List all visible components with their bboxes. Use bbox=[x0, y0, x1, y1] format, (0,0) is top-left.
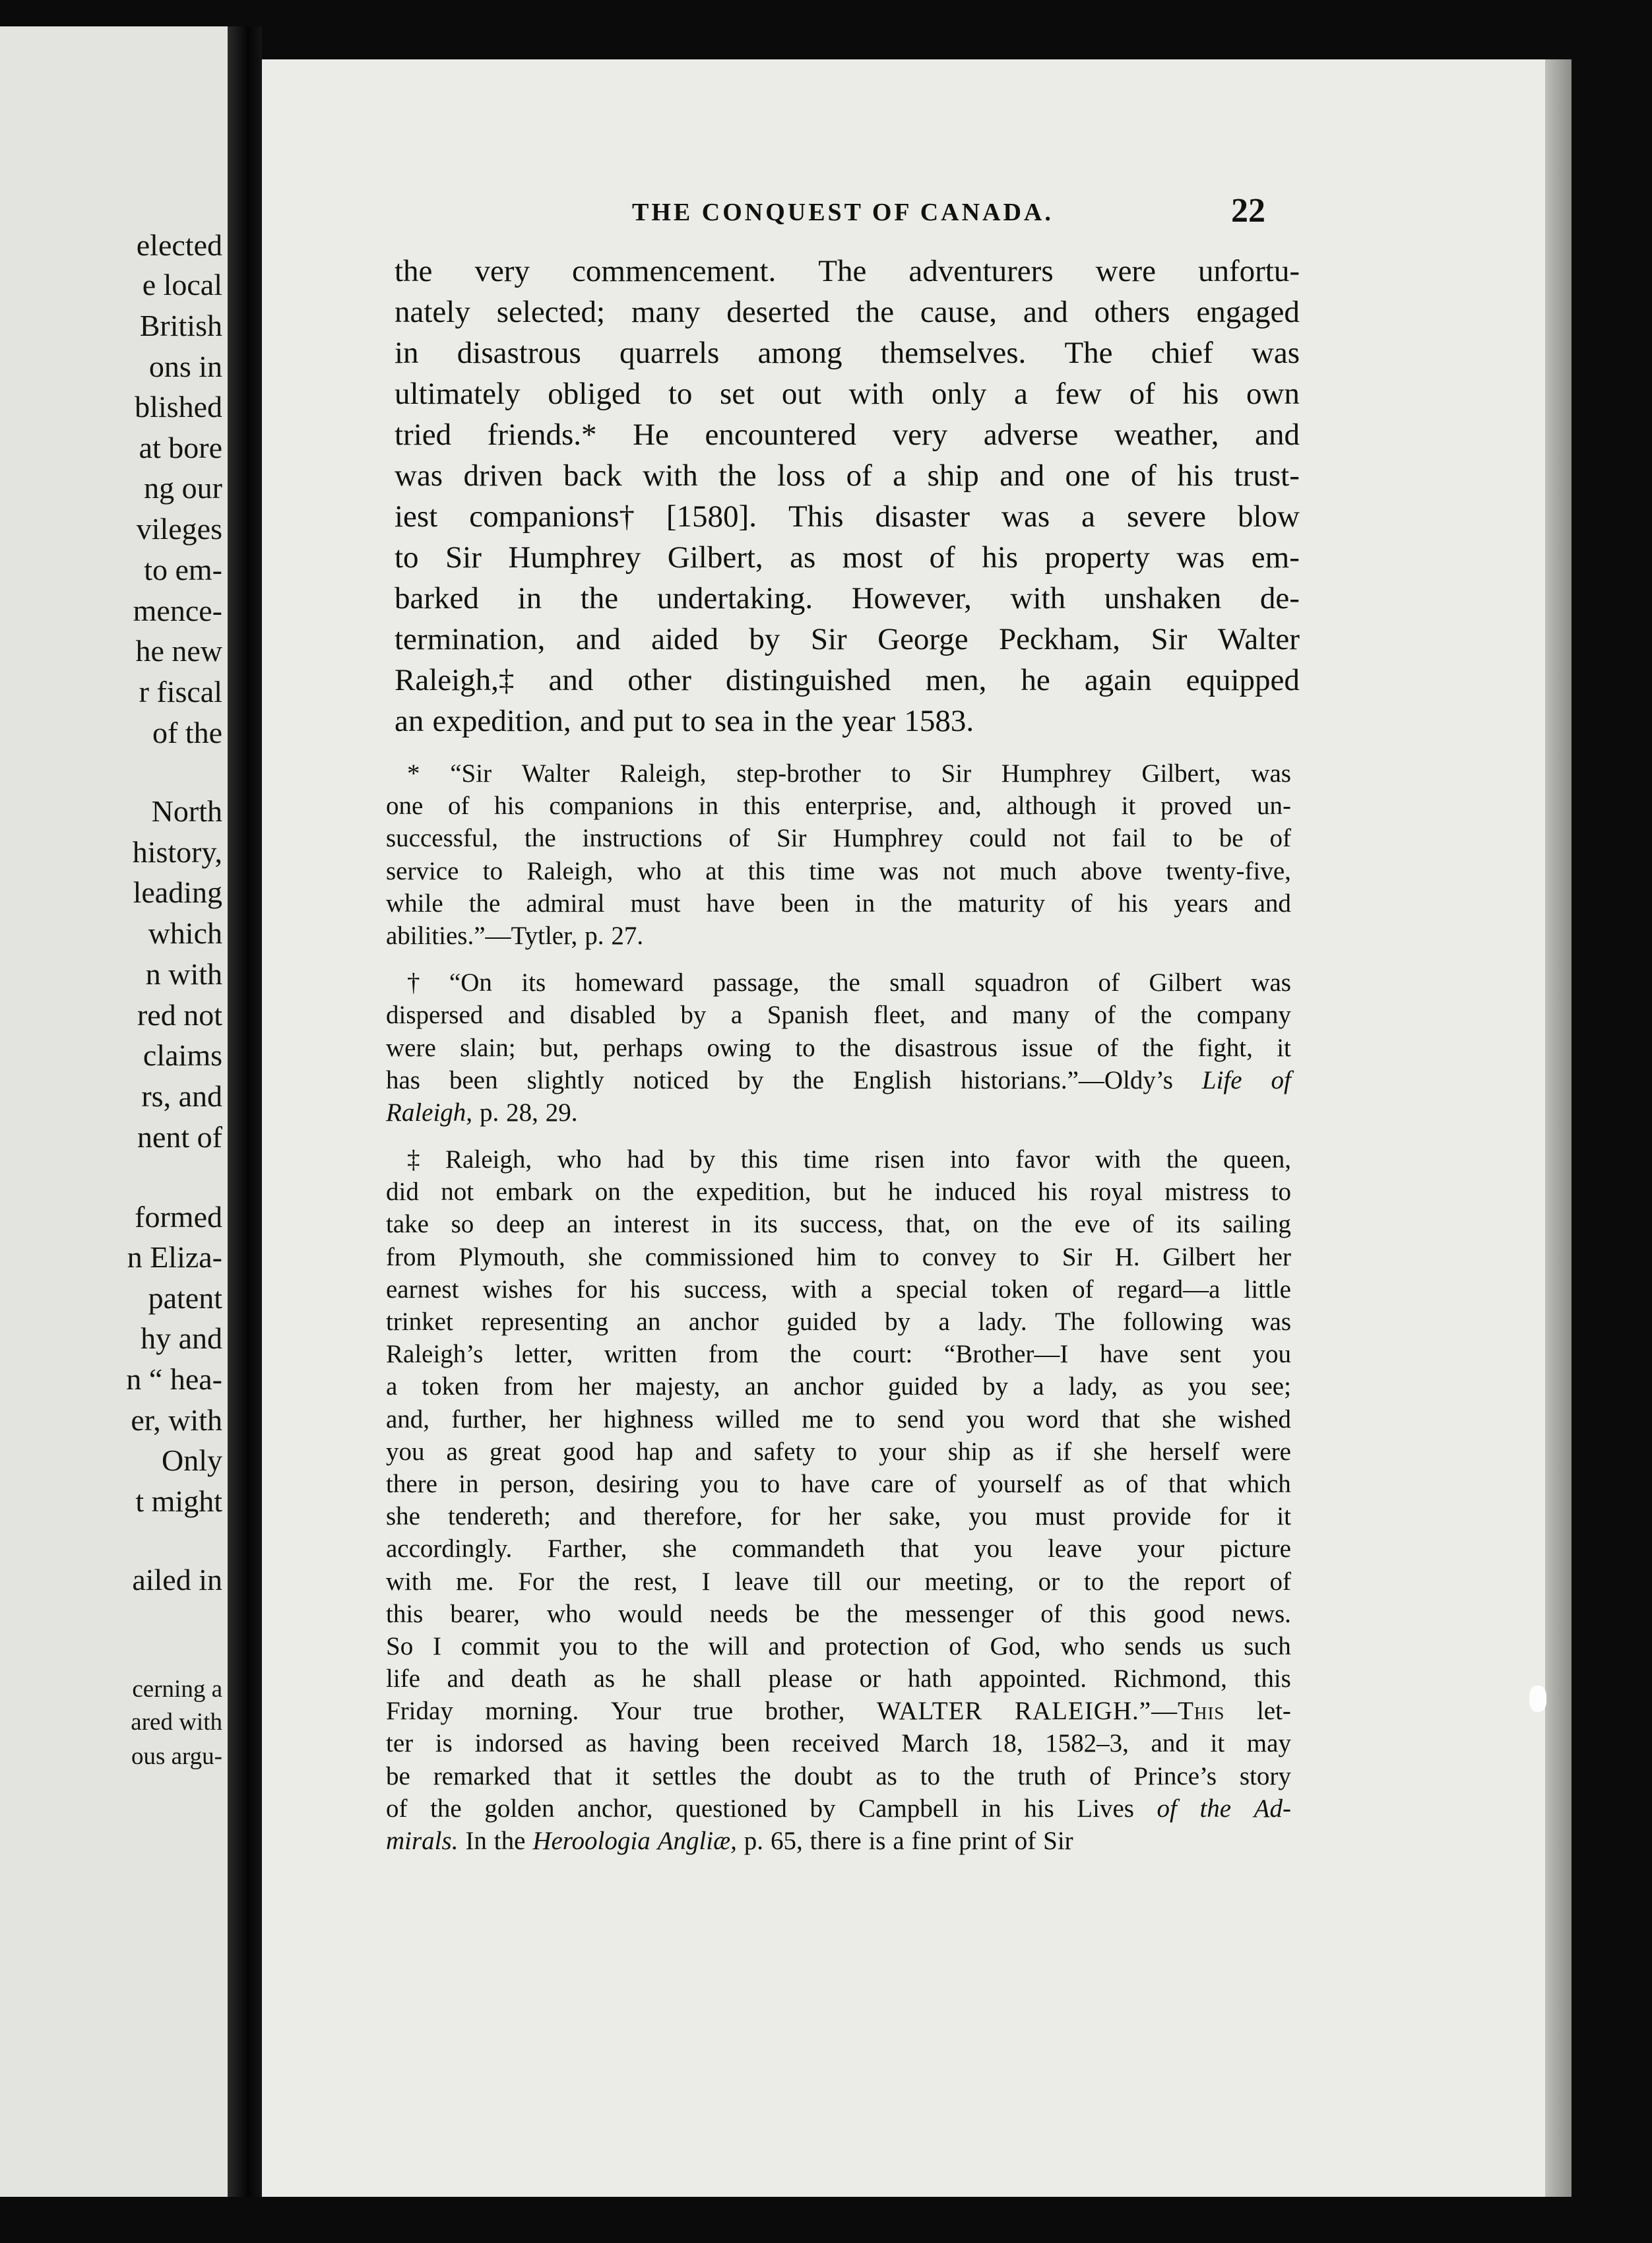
footnote-line: with me. For the rest, I leave till our meeting, or to the report of bbox=[386, 1567, 1291, 1596]
facing-page-line: he new bbox=[135, 634, 222, 668]
text-line: nately selected; many deserted the cause, and others engaged bbox=[395, 295, 1300, 329]
page-header bbox=[632, 192, 1265, 237]
facing-page-line: ng our bbox=[144, 471, 222, 505]
footnote-line: Raleigh, p. 28, 29. bbox=[386, 1098, 578, 1127]
facing-page-line: formed bbox=[135, 1200, 222, 1234]
footnote-line: and, further, her highness willed me to send you word that she wished bbox=[386, 1405, 1291, 1434]
text-line: in disastrous quarrels among themselves. The chief was bbox=[395, 336, 1300, 370]
text-line: barked in the undertaking. However, with unshaken de- bbox=[395, 581, 1300, 616]
facing-page-line: red not bbox=[137, 998, 222, 1032]
footnote-line: mirals. In the Heroologia Angliæ, p. 65, there is a fine print of Sir bbox=[386, 1827, 1073, 1855]
facing-page-line: nent of bbox=[137, 1120, 222, 1154]
facing-page-line: at bore bbox=[139, 431, 222, 464]
text-line: the very commencement. The adventurers were unfortu- bbox=[395, 254, 1300, 288]
footnote-line: abilities.”—Tytler, p. 27. bbox=[386, 921, 644, 950]
footnote-line: accordingly. Farther, she commandeth that you leave your picture bbox=[386, 1534, 1291, 1564]
text-line: an expedition, and put to sea in the year 1583. bbox=[395, 704, 974, 738]
facing-page-line: to em- bbox=[144, 553, 222, 586]
facing-page-line: er, with bbox=[131, 1403, 222, 1437]
facing-page-line: ailed in bbox=[132, 1563, 222, 1596]
facing-page-line: history, bbox=[132, 835, 222, 869]
facing-page-line: Only bbox=[162, 1443, 222, 1477]
footnote-line: you as great good hap and safety to your ship as if she herself were bbox=[386, 1437, 1291, 1466]
footnote-line: did not embark on the expedition, but he induced his royal mistress to bbox=[386, 1178, 1291, 1207]
footnote-line: of the golden anchor, questioned by Campbell in his Lives of the Ad- bbox=[386, 1794, 1291, 1823]
facing-page-line: British bbox=[139, 309, 222, 342]
book-gutter bbox=[228, 26, 262, 2197]
text-line: was driven back with the loss of a ship and one of his trust- bbox=[395, 458, 1300, 493]
footnote-line: from Plymouth, she commissioned him to convey to Sir H. Gilbert her bbox=[386, 1242, 1291, 1271]
facing-page-line: ons in bbox=[148, 350, 222, 383]
text-line: tried friends.* He encountered very adverse weather, and bbox=[395, 418, 1300, 452]
text-line: iest companions† [1580]. This disaster was a severe blow bbox=[395, 499, 1300, 534]
footnote-line: there in person, desiring you to have care of yourself as of that which bbox=[386, 1469, 1291, 1498]
text-line: termination, and aided by Sir George Peckham, Sir Walter bbox=[395, 622, 1300, 656]
footnote-line: successful, the instructions of Sir Humphrey could not fail to be of bbox=[386, 824, 1291, 853]
facing-page-line: e local bbox=[142, 268, 222, 301]
footnote-line: Raleigh’s letter, written from the court: “Brother—I have sent you bbox=[386, 1340, 1291, 1369]
footnote-line: she tendereth; and therefore, for her sake, you must provide for it bbox=[386, 1502, 1291, 1531]
footnote-line: has been slightly noticed by the English historians.”—Oldy’s Life of bbox=[386, 1065, 1291, 1094]
text-line: Raleigh,‡ and other distinguished men, he again equipped bbox=[395, 663, 1300, 697]
facing-page-line: which bbox=[148, 916, 222, 950]
facing-page-line: n with bbox=[145, 957, 222, 991]
footnote-line: this bearer, who would needs be the messenger of this good news. bbox=[386, 1599, 1291, 1628]
facing-page-line: r fiscal bbox=[139, 675, 222, 709]
footnote-line: ‡ Raleigh, who had by this time risen into favor with the queen, bbox=[407, 1145, 1291, 1174]
facing-page-line: leading bbox=[133, 875, 222, 909]
footnotes bbox=[386, 757, 1291, 1857]
footnote-line: † “On its homeward passage, the small squadron of Gilbert was bbox=[407, 968, 1291, 997]
facing-page-line: ared with bbox=[131, 1709, 222, 1736]
facing-page-left bbox=[0, 26, 228, 2197]
footnote-line: a token from her majesty, an anchor guided by a lady, as you see; bbox=[386, 1372, 1291, 1401]
footnote-line: Friday morning. Your true brother, WALTER RALEIGH.”—This let- bbox=[386, 1697, 1291, 1726]
facing-page-line: t might bbox=[135, 1484, 222, 1518]
facing-page-line: claims bbox=[143, 1038, 222, 1072]
footnote-line: trinket representing an anchor guided by a lady. The following was bbox=[386, 1308, 1291, 1336]
facing-page-line: n “ hea- bbox=[126, 1362, 222, 1396]
facing-page-line: North bbox=[151, 794, 222, 828]
facing-page-line: cerning a bbox=[132, 1676, 222, 1703]
footnote-line: ter is indorsed as having been received March 18, 1582–3, and it may bbox=[386, 1729, 1291, 1758]
footnote-line: service to Raleigh, who at this time was not much above twenty-five, bbox=[386, 856, 1291, 885]
text-line: ultimately obliged to set out with only a few of his own bbox=[395, 377, 1300, 411]
footnote-line: were slain; but, perhaps owing to the disastrous issue of the fight, it bbox=[386, 1033, 1291, 1062]
facing-page-line: blished bbox=[135, 390, 222, 424]
page-edge bbox=[1545, 59, 1572, 2197]
footnote-line: take so deep an interest in its success, that, on the eve of its sailing bbox=[386, 1210, 1291, 1239]
footnote-line: * “Sir Walter Raleigh, step-brother to Sir Humphrey Gilbert, was bbox=[407, 759, 1291, 788]
footnote-line: life and death as he shall please or hath appointed. Richmond, this bbox=[386, 1664, 1291, 1693]
facing-page-line: vileges bbox=[136, 512, 222, 546]
facing-page-line: rs, and bbox=[141, 1079, 222, 1113]
facing-page-line: ous argu- bbox=[131, 1743, 222, 1770]
footnote-line: while the admiral must have been in the maturity of his years and bbox=[386, 889, 1291, 918]
page-number: 22 bbox=[1231, 192, 1265, 230]
footnote-gap bbox=[386, 952, 1291, 966]
running-title: THE CONQUEST OF CANADA. bbox=[632, 199, 1054, 226]
facing-page-line: hy and bbox=[141, 1321, 222, 1355]
paper-damage-spot bbox=[1529, 1686, 1546, 1712]
main-text bbox=[395, 251, 1300, 742]
footnote-line: one of his companions in this enterprise, and, although it proved un- bbox=[386, 792, 1291, 821]
footnote-line: be remarked that it settles the doubt as to the truth of Prince’s story bbox=[386, 1761, 1291, 1790]
footnote-line: dispersed and disabled by a Spanish fleet, and many of the company bbox=[386, 1001, 1291, 1030]
text-line: to Sir Humphrey Gilbert, as most of his property was em- bbox=[395, 540, 1300, 575]
facing-page-line: elected bbox=[136, 228, 222, 262]
facing-page-line: n Eliza- bbox=[127, 1240, 222, 1274]
footnote-line: So I commit you to the will and protection of God, who sends us such bbox=[386, 1631, 1291, 1660]
facing-page-line: patent bbox=[148, 1281, 222, 1315]
facing-page-line: of the bbox=[152, 716, 222, 749]
footnote-gap bbox=[386, 1129, 1291, 1143]
facing-page-line: mence- bbox=[133, 594, 222, 627]
footnote-line: earnest wishes for his success, with a special token of regard—a little bbox=[386, 1275, 1291, 1304]
